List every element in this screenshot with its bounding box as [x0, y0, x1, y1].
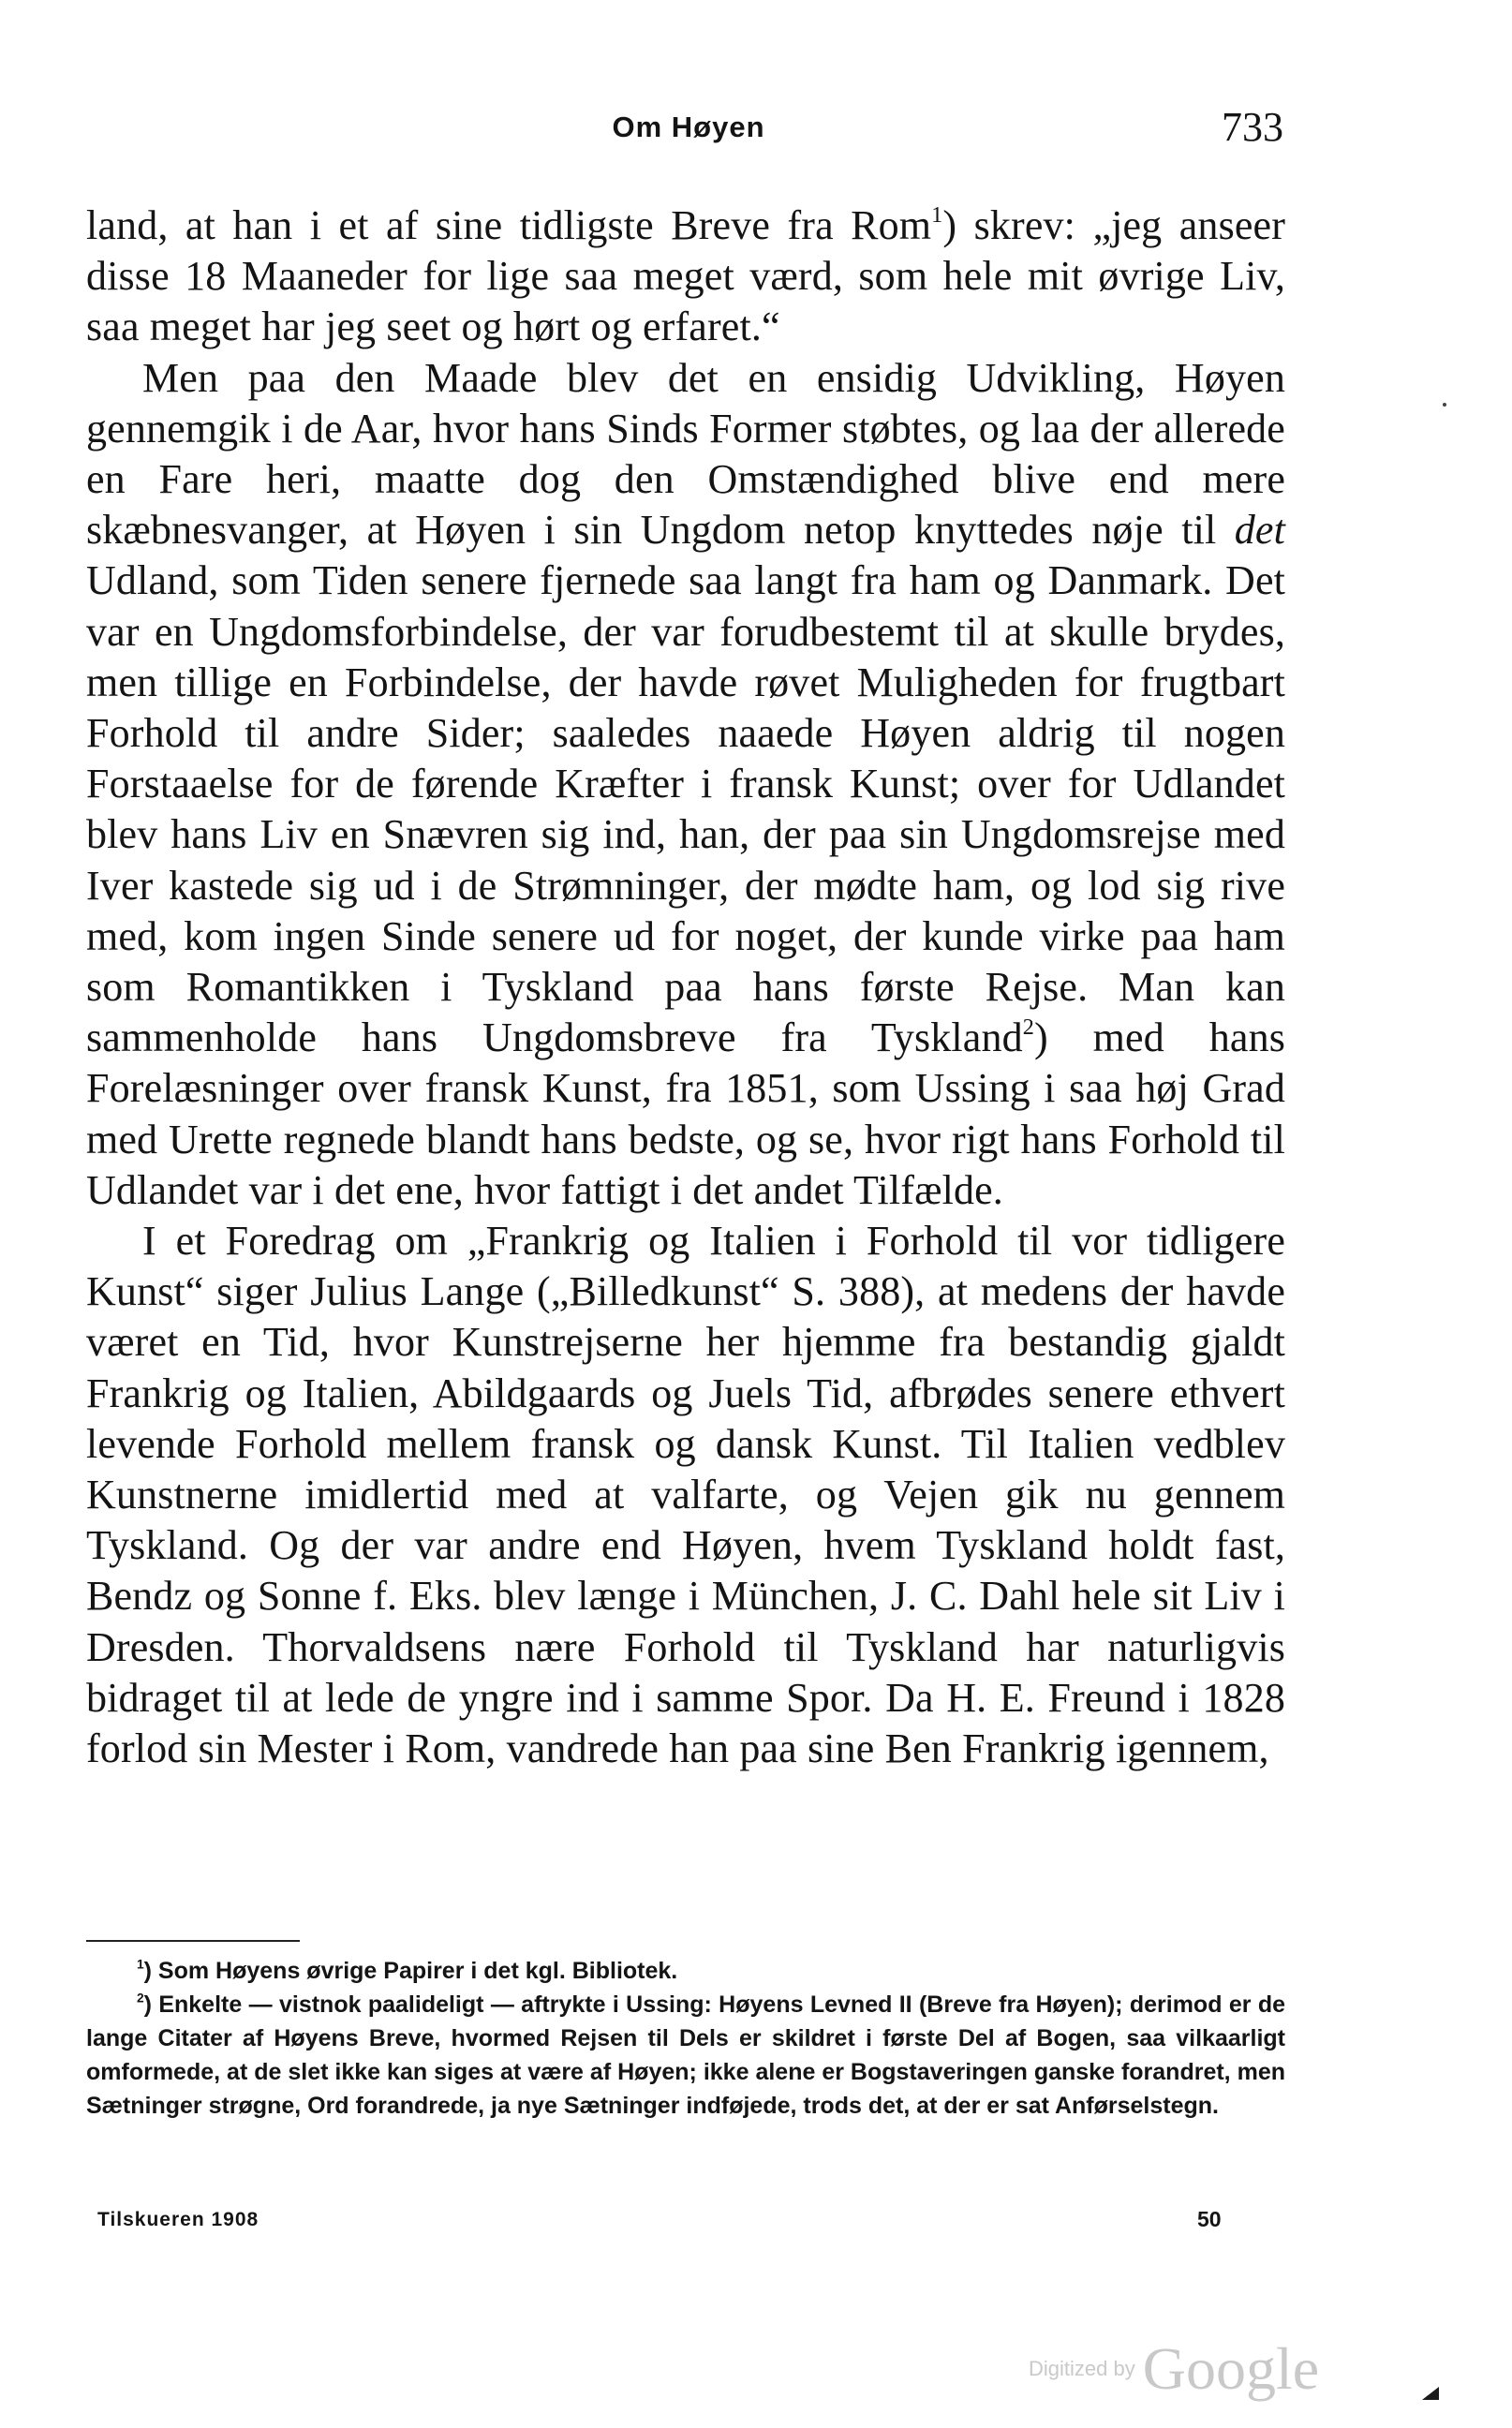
signature-number: 50 — [1197, 2207, 1222, 2231]
paragraph-2-part-c: ) med hans Forelæsninger over fransk Kunst, fra 1851, som Ussing i saa høj Grad med Urette regnede blandt hans bedste, og se, hvor rigt hans Forhold til Udlandet var i det ene, hvor fattigt i det andet Tilfælde. — [86, 1014, 1285, 1213]
paragraph-1 — [86, 200, 1285, 353]
page-header — [94, 103, 1283, 159]
digitized-by-label: Digitized by — [1029, 2357, 1135, 2380]
page-number: 733 — [1222, 104, 1283, 150]
paragraph-3-text: I et Foredrag om „Frankrig og Italien i Forhold til vor tidligere Kunst“ siger Julius Lange („Billedkunst“ S. 388), at medens der havde været en Tid, hvor Kunstrejserne her hjemme fra bestandig gjaldt Frankrig og Italien, Abildgaards og Juels Tid, afbrødes senere ethvert levende Forhold mellem fransk og dansk Kunst. Til Italien vedblev Kunstnerne imidlertid med at valfarte, og Vejen gik nu gennem Tyskland. Og der var andre end Høyen, hvem Tyskland holdt fast, Bendz og Sonne f. Eks. blev længe i München, J. C. Dahl hele sit Liv i Dresden. Thorvaldsens nære Forhold til Tyskland har naturligvis bidraget til at lede de yngre ind i samme Spor. Da H. E. Freund i 1828 forlod sin Mester i Rom, vandrede han paa sine Ben Frankrig igennem, — [86, 1218, 1285, 1772]
google-logo: Google — [1142, 2335, 1320, 2402]
paragraph-2-part-a: Men paa den Maade blev det en ensidig Udvikling, Høyen gennemgik i de Aar, hvor hans Sinds Former støbtes, og laa der allerede en Fare heri, maatte dog den Omstændighed blive end mere skæbnesvanger, at Høyen i sin Ungdom netop knyttedes nøje til — [86, 354, 1285, 554]
scan-speck — [1443, 403, 1446, 407]
paragraph-1-end: ) skrev: „jeg anseer disse 18 Maaneder for lige saa meget værd, som hele mit øvrige Liv, saa meget har jeg seet og hørt og erfaret.“ — [86, 202, 1285, 350]
body-text — [86, 200, 1285, 1774]
paragraph-3 — [86, 1216, 1285, 1774]
corner-triangle-icon — [1422, 2387, 1439, 2400]
footnote-rule — [86, 1940, 300, 1942]
footnote-ref-2: 2 — [1022, 1014, 1034, 1041]
running-title: Om Høyen — [612, 111, 765, 143]
footnote-2-text: ) Enkelte — vistnok paalideligt — aftrykte i Ussing: Høyens Levned II (Breve fra Høyen); derimod er de lange Citater af Høyens Breve, hvormed Rejsen til Dels er skildret i første Del af Bogen, saa vilkaarligt omformede, at de slet ikke kan siges at være af Høyen; ikke alene er Bogstaveringen ganske forandret, men Sætninger strøgne, Ord forandrede, ja nye Sætninger indføjede, trods det, at der er sat Anførselstegn. — [86, 1991, 1285, 2119]
printer-signature: Tilskueren 1908 — [97, 2209, 259, 2230]
footnote-1 — [86, 1954, 1285, 1988]
footnote-ref-1: 1 — [931, 201, 943, 228]
emphasis-det: det — [1234, 507, 1285, 554]
paragraph-1-text: land, at han i et af sine tidligste Breve fra Rom — [86, 202, 932, 248]
footnote-1-text: ) Som Høyens øvrige Papirer i det kgl. Bibliotek. — [143, 1958, 678, 1984]
digitized-watermark — [1029, 2334, 1319, 2404]
paragraph-2-part-b: Udland, som Tiden senere fjernede saa langt fra ham og Danmark. Det var en Ungdomsforbindelse, der var forudbestemt til at skulle brydes, men tillige en Forbindelse, der havde røvet Muligheden for frugtbart Forhold til andre Sider; saaledes naaede Høyen aldrig til nogen Forstaaelse for de førende Kræfter i fransk Kunst; over for Udlandet blev hans Liv en Snævren sig ind, han, der paa sin Ungdomsrejse med Iver kastede sig ud i de Strømninger, der mødte ham, og lod sig rive med, kom ingen Sinde senere ud for noget, der kunde virke paa ham som Romantikken i Tyskland paa hans første Rejse. Man kan sammenholde hans Ungdomsbreve fra Tyskland — [86, 557, 1285, 1061]
footnote-2 — [86, 1988, 1285, 2123]
footnote-1-marker: 1 — [137, 1957, 144, 1972]
footnotes — [86, 1954, 1285, 2123]
paragraph-2 — [86, 353, 1285, 1216]
footnote-2-marker: 2 — [137, 1991, 144, 2006]
